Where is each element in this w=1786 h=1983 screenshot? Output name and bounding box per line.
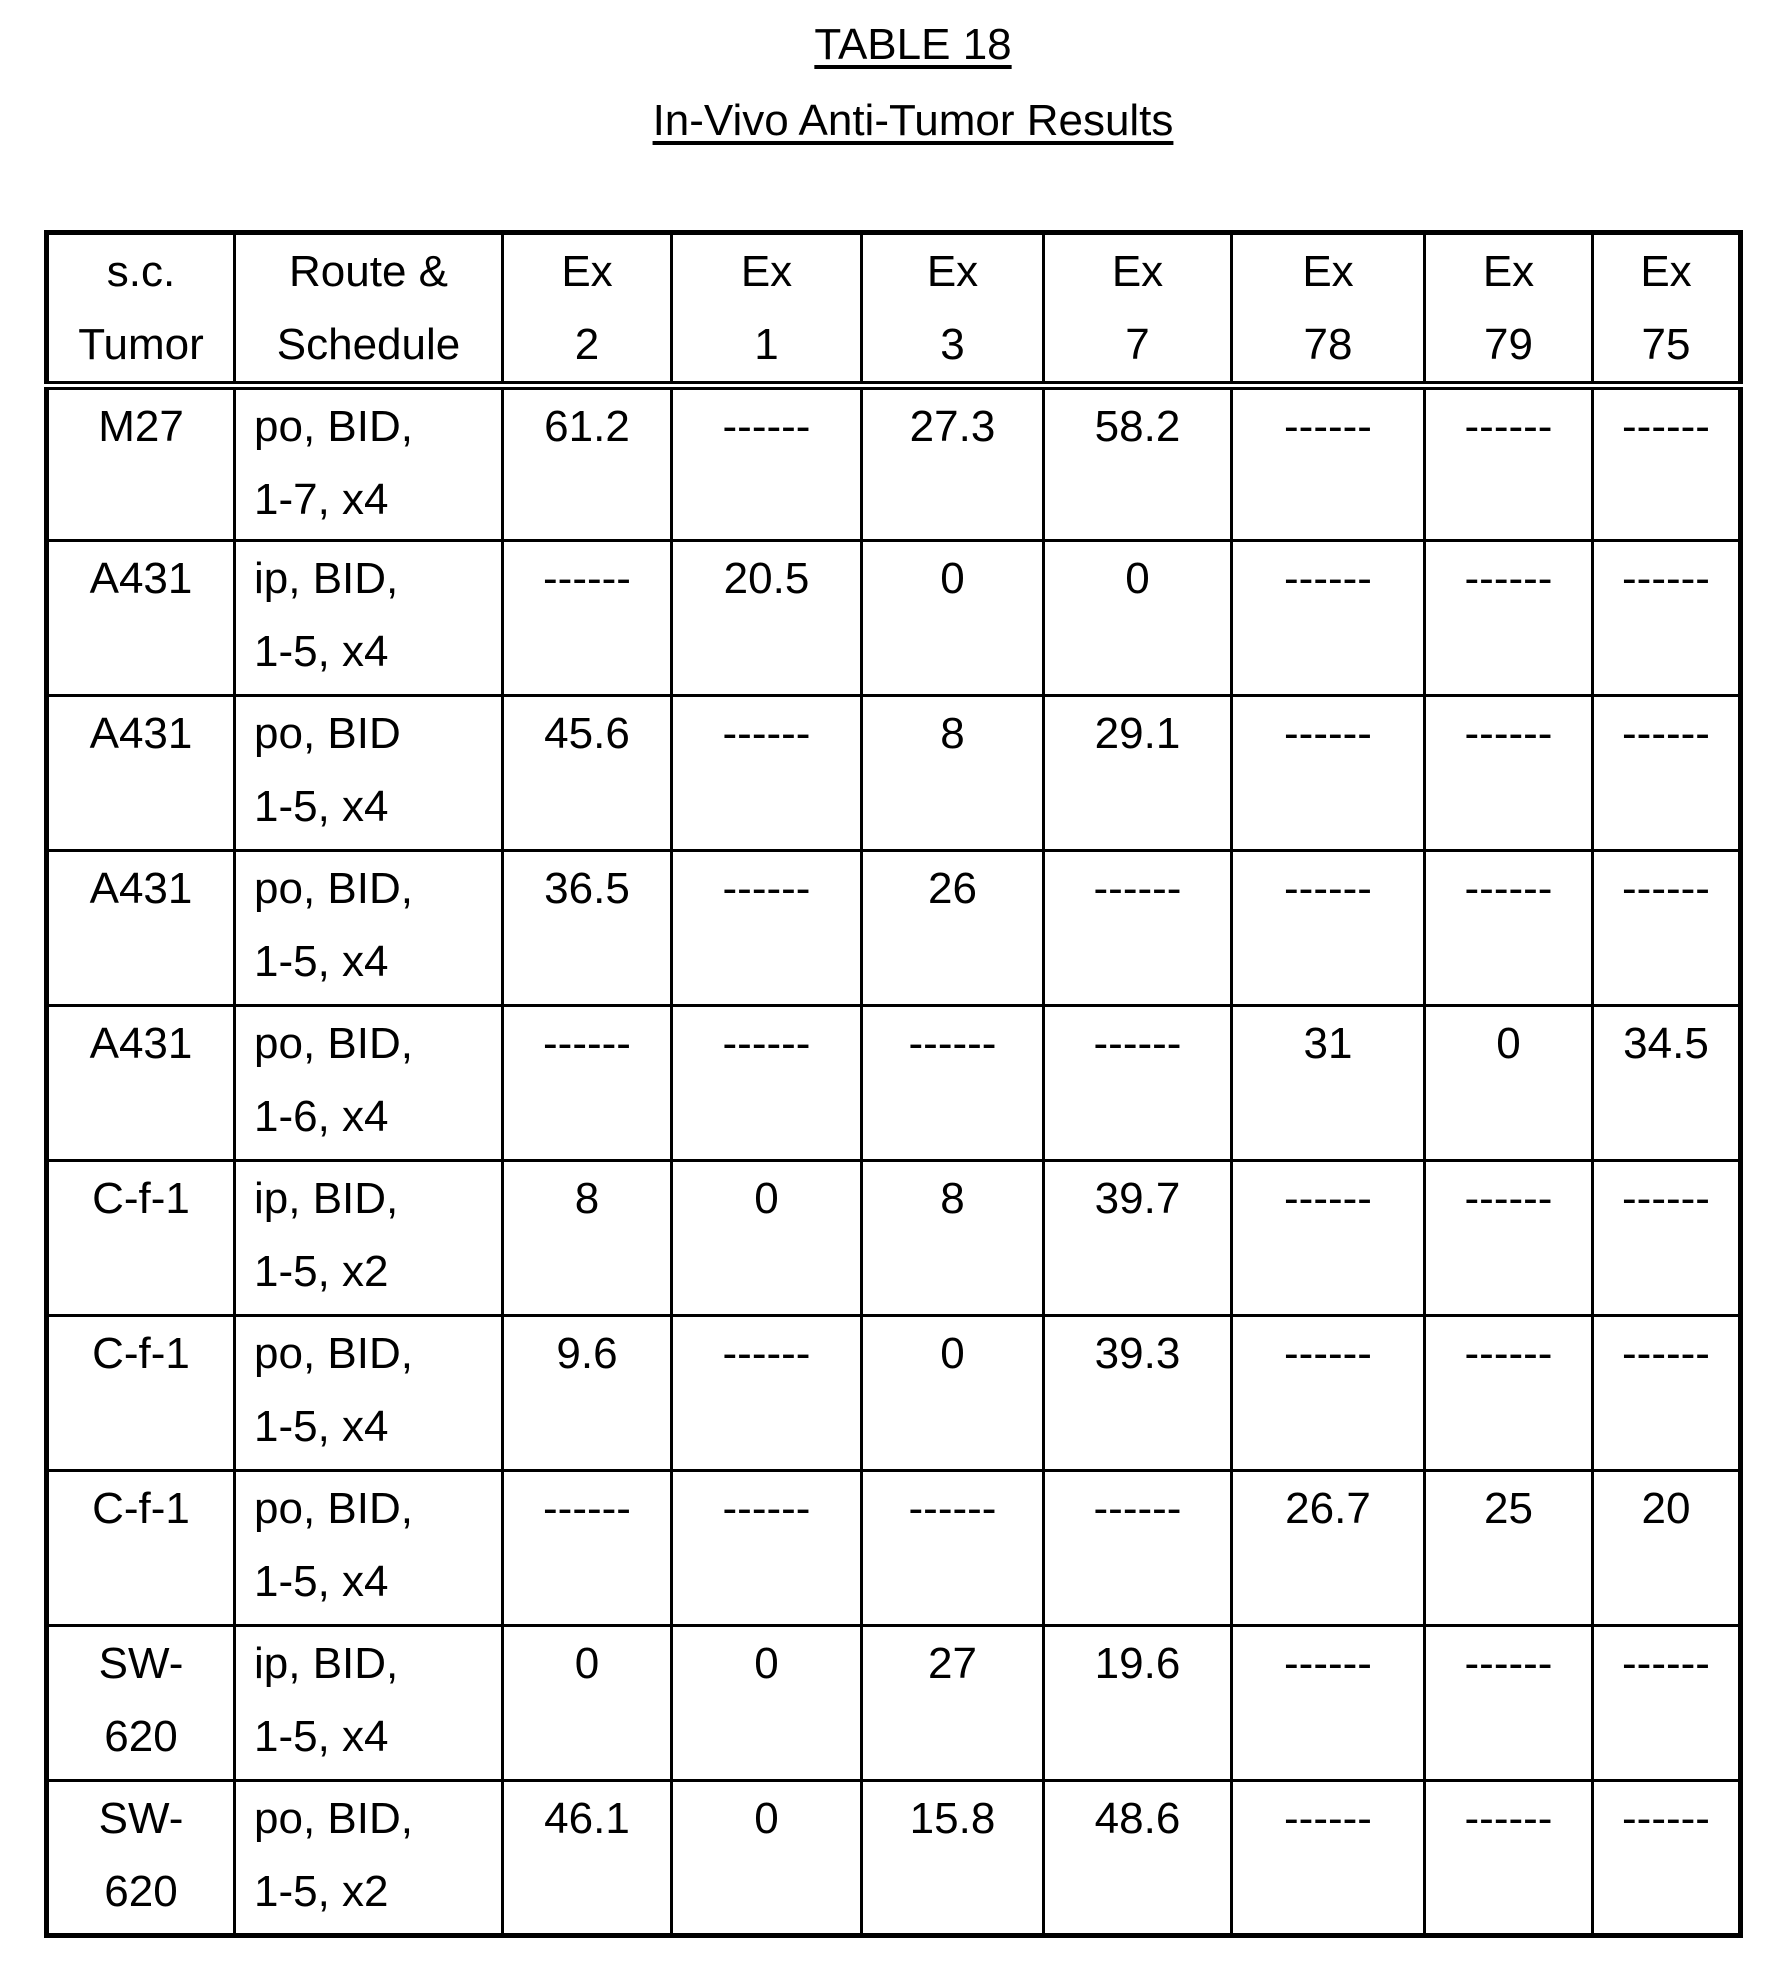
value-cell: 39.3 <box>1044 1316 1232 1471</box>
tumor-cell <box>47 1471 235 1626</box>
cell-line: po, BID, <box>254 390 497 463</box>
cell-line: po, BID, <box>254 1472 497 1545</box>
cell-line <box>53 1390 229 1463</box>
cell-line: Ex <box>867 235 1038 308</box>
table-row <box>47 1626 1741 1781</box>
cell-line: ip, BID, <box>254 1627 497 1700</box>
tumor-cell <box>47 386 235 541</box>
table-row <box>47 851 1741 1006</box>
cell-line: 1-5, x2 <box>254 1235 497 1308</box>
column-header <box>862 233 1044 386</box>
table-row <box>47 1006 1741 1161</box>
value-cell: ------ <box>1232 1316 1425 1471</box>
value-cell: ------ <box>1593 851 1741 1006</box>
table-title: TABLE 18 <box>0 20 1786 70</box>
route-cell <box>235 696 503 851</box>
value-cell: 0 <box>862 541 1044 696</box>
value-cell: ------ <box>1593 1781 1741 1936</box>
cell-line <box>53 615 229 688</box>
cell-line: 620 <box>53 1855 229 1928</box>
route-cell <box>235 1316 503 1471</box>
cell-line: 78 <box>1237 308 1419 381</box>
value-cell: ------ <box>672 386 862 541</box>
cell-line: 1-5, x4 <box>254 1545 497 1618</box>
cell-line: SW- <box>53 1782 229 1855</box>
tumor-cell <box>47 1161 235 1316</box>
tumor-cell <box>47 541 235 696</box>
value-cell: ------ <box>1593 541 1741 696</box>
route-cell <box>235 851 503 1006</box>
cell-line: C-f-1 <box>53 1472 229 1545</box>
value-cell: 27.3 <box>862 386 1044 541</box>
value-cell: ------ <box>1425 1161 1593 1316</box>
tumor-cell <box>47 1626 235 1781</box>
cell-line: M27 <box>53 390 229 463</box>
tumor-cell <box>47 851 235 1006</box>
header-row <box>47 233 1741 386</box>
cell-line: s.c. <box>53 235 229 308</box>
value-cell: 20.5 <box>672 541 862 696</box>
value-cell: ------ <box>1044 851 1232 1006</box>
value-cell: ------ <box>672 696 862 851</box>
value-cell: 0 <box>672 1781 862 1936</box>
cell-line: ip, BID, <box>254 1162 497 1235</box>
cell-line: po, BID, <box>254 1007 497 1080</box>
value-cell: 8 <box>862 1161 1044 1316</box>
cell-line: 1-5, x4 <box>254 1700 497 1773</box>
route-cell <box>235 386 503 541</box>
column-header <box>1232 233 1425 386</box>
value-cell: ------ <box>1232 851 1425 1006</box>
value-cell: ------ <box>1232 1626 1425 1781</box>
route-cell <box>235 1161 503 1316</box>
cell-line: 75 <box>1598 308 1734 381</box>
value-cell: ------ <box>1425 1316 1593 1471</box>
table-row <box>47 1316 1741 1471</box>
cell-line <box>53 1080 229 1153</box>
tumor-cell <box>47 1781 235 1936</box>
column-header <box>672 233 862 386</box>
cell-line: Tumor <box>53 308 229 381</box>
cell-line: Ex <box>1049 235 1226 308</box>
value-cell: ------ <box>672 851 862 1006</box>
cell-line: 1-5, x4 <box>254 925 497 998</box>
cell-line: 1-5, x4 <box>254 770 497 843</box>
value-cell: ------ <box>1425 696 1593 851</box>
value-cell: ------ <box>1425 1781 1593 1936</box>
value-cell: ------ <box>1425 541 1593 696</box>
cell-line: Ex <box>508 235 666 308</box>
cell-line: Ex <box>1598 235 1734 308</box>
value-cell: 39.7 <box>1044 1161 1232 1316</box>
cell-line: 3 <box>867 308 1038 381</box>
cell-line: 620 <box>53 1700 229 1773</box>
table-row <box>47 1471 1741 1626</box>
cell-line: A431 <box>53 697 229 770</box>
route-cell <box>235 1471 503 1626</box>
value-cell: 29.1 <box>1044 696 1232 851</box>
tumor-cell <box>47 696 235 851</box>
value-cell: ------ <box>1044 1471 1232 1626</box>
value-cell: ------ <box>503 1006 672 1161</box>
route-cell <box>235 1781 503 1936</box>
value-cell: 0 <box>672 1161 862 1316</box>
cell-line: 2 <box>508 308 666 381</box>
value-cell: 36.5 <box>503 851 672 1006</box>
cell-line: Ex <box>1237 235 1419 308</box>
value-cell: ------ <box>672 1006 862 1161</box>
value-cell: 8 <box>862 696 1044 851</box>
value-cell: ------ <box>1593 386 1741 541</box>
value-cell: ------ <box>1425 1626 1593 1781</box>
value-cell: ------ <box>672 1316 862 1471</box>
cell-line: 1 <box>677 308 856 381</box>
value-cell: ------ <box>862 1006 1044 1161</box>
cell-line: 1-5, x4 <box>254 1390 497 1463</box>
value-cell: 0 <box>862 1316 1044 1471</box>
value-cell: ------ <box>1232 386 1425 541</box>
table-row <box>47 696 1741 851</box>
tumor-cell <box>47 1006 235 1161</box>
value-cell: 8 <box>503 1161 672 1316</box>
column-header <box>1425 233 1593 386</box>
cell-line <box>53 1235 229 1308</box>
cell-line <box>53 770 229 843</box>
cell-line: Ex <box>677 235 856 308</box>
value-cell: ------ <box>1232 541 1425 696</box>
value-cell: ------ <box>1232 1161 1425 1316</box>
value-cell: 20 <box>1593 1471 1741 1626</box>
value-cell: 9.6 <box>503 1316 672 1471</box>
value-cell: ------ <box>503 541 672 696</box>
cell-line: ip, BID, <box>254 542 497 615</box>
cell-line <box>53 1545 229 1618</box>
cell-line: 1-6, x4 <box>254 1080 497 1153</box>
value-cell: 48.6 <box>1044 1781 1232 1936</box>
value-cell: 34.5 <box>1593 1006 1741 1161</box>
value-cell: 31 <box>1232 1006 1425 1161</box>
table-subtitle: In-Vivo Anti-Tumor Results <box>0 96 1786 146</box>
value-cell: 46.1 <box>503 1781 672 1936</box>
cell-line: 1-5, x4 <box>254 615 497 688</box>
cell-line: C-f-1 <box>53 1162 229 1235</box>
cell-line: 79 <box>1430 308 1587 381</box>
route-cell <box>235 1006 503 1161</box>
cell-line: 1-5, x2 <box>254 1855 497 1928</box>
cell-line: A431 <box>53 1007 229 1080</box>
value-cell: ------ <box>1425 386 1593 541</box>
value-cell: ------ <box>1593 696 1741 851</box>
table-row <box>47 1161 1741 1316</box>
cell-line: A431 <box>53 542 229 615</box>
cell-line <box>53 463 229 536</box>
table-row <box>47 386 1741 541</box>
value-cell: ------ <box>1593 1316 1741 1471</box>
table-row <box>47 541 1741 696</box>
column-header <box>1044 233 1232 386</box>
value-cell: 15.8 <box>862 1781 1044 1936</box>
value-cell: 61.2 <box>503 386 672 541</box>
cell-line: 7 <box>1049 308 1226 381</box>
value-cell: ------ <box>1232 1781 1425 1936</box>
cell-line: Ex <box>1430 235 1587 308</box>
value-cell: 45.6 <box>503 696 672 851</box>
cell-line: po, BID, <box>254 1782 497 1855</box>
cell-line: Route & <box>240 235 497 308</box>
results-table <box>44 230 1743 1938</box>
value-cell: ------ <box>1593 1626 1741 1781</box>
cell-line: C-f-1 <box>53 1317 229 1390</box>
cell-line: po, BID <box>254 697 497 770</box>
table-row <box>47 1781 1741 1936</box>
column-header <box>503 233 672 386</box>
value-cell: ------ <box>503 1471 672 1626</box>
value-cell: 26.7 <box>1232 1471 1425 1626</box>
cell-line: po, BID, <box>254 852 497 925</box>
column-header <box>47 233 235 386</box>
value-cell: 0 <box>672 1626 862 1781</box>
value-cell: 0 <box>1044 541 1232 696</box>
value-cell: ------ <box>1593 1161 1741 1316</box>
cell-line <box>53 925 229 998</box>
value-cell: 0 <box>503 1626 672 1781</box>
value-cell: 25 <box>1425 1471 1593 1626</box>
value-cell: ------ <box>862 1471 1044 1626</box>
cell-line: SW- <box>53 1627 229 1700</box>
tumor-cell <box>47 1316 235 1471</box>
value-cell: ------ <box>672 1471 862 1626</box>
route-cell <box>235 541 503 696</box>
value-cell: ------ <box>1232 696 1425 851</box>
value-cell: 27 <box>862 1626 1044 1781</box>
cell-line: po, BID, <box>254 1317 497 1390</box>
value-cell: 19.6 <box>1044 1626 1232 1781</box>
route-cell <box>235 1626 503 1781</box>
value-cell: 58.2 <box>1044 386 1232 541</box>
value-cell: 0 <box>1425 1006 1593 1161</box>
value-cell: 26 <box>862 851 1044 1006</box>
cell-line: 1-7, x4 <box>254 463 497 536</box>
value-cell: ------ <box>1044 1006 1232 1161</box>
cell-line: A431 <box>53 852 229 925</box>
cell-line: Schedule <box>240 308 497 381</box>
column-header <box>1593 233 1741 386</box>
column-header <box>235 233 503 386</box>
value-cell: ------ <box>1425 851 1593 1006</box>
